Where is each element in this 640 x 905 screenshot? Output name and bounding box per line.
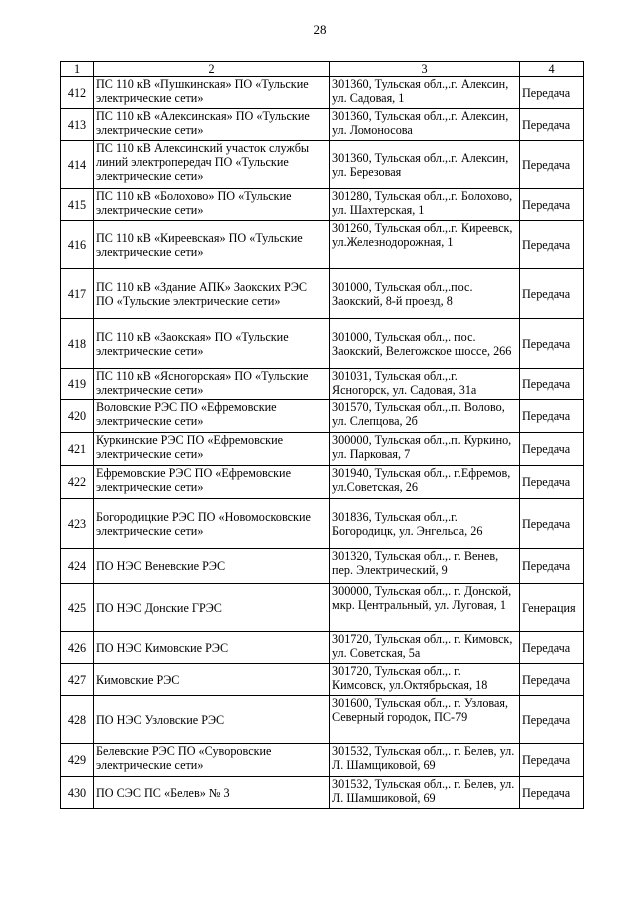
activity-type: Передача bbox=[520, 400, 584, 433]
column-header-3: 3 bbox=[330, 62, 520, 77]
facility-name: Белевские РЭС ПО «Суворовские электрические сети» bbox=[94, 744, 330, 777]
table-row bbox=[61, 109, 584, 141]
row-number: 412 bbox=[61, 77, 94, 109]
row-number: 428 bbox=[61, 696, 94, 744]
row-number: 414 bbox=[61, 141, 94, 189]
row-number: 418 bbox=[61, 319, 94, 369]
facility-address: 301360, Тульская обл.,.г. Алексин, ул. Березовая bbox=[330, 141, 520, 189]
activity-type: Передача bbox=[520, 141, 584, 189]
facility-address: 301031, Тульская обл.,.г. Ясногорск, ул. Садовая, 31а bbox=[330, 369, 520, 400]
table-row bbox=[61, 696, 584, 744]
activity-type: Передача bbox=[520, 77, 584, 109]
facility-name: ПС 110 кВ Алексинский участок службы линий электропередач ПО «Тульские электрические сети» bbox=[94, 141, 330, 189]
row-number: 420 bbox=[61, 400, 94, 433]
activity-type: Передача bbox=[520, 269, 584, 319]
facility-name: ПС 110 кВ «Заокская» ПО «Тульские электрические сети» bbox=[94, 319, 330, 369]
table-row bbox=[61, 221, 584, 269]
row-number: 430 bbox=[61, 777, 94, 809]
activity-type: Передача bbox=[520, 777, 584, 809]
facility-name: ПО НЭС Кимовские РЭС bbox=[94, 632, 330, 664]
row-number: 429 bbox=[61, 744, 94, 777]
facility-address: 301570, Тульская обл.,.п. Волово, ул. Слепцова, 2б bbox=[330, 400, 520, 433]
table-row bbox=[61, 141, 584, 189]
table-row bbox=[61, 369, 584, 400]
facility-name: ПО НЭС Узловские РЭС bbox=[94, 696, 330, 744]
table-row bbox=[61, 433, 584, 466]
activity-type: Передача bbox=[520, 433, 584, 466]
facility-name: Куркинские РЭС ПО «Ефремовские электрические сети» bbox=[94, 433, 330, 466]
activity-type: Передача bbox=[520, 369, 584, 400]
column-header-2: 2 bbox=[94, 62, 330, 77]
facility-address: 301000, Тульская обл.,.пос. Заокский, 8-й проезд, 8 bbox=[330, 269, 520, 319]
table-row bbox=[61, 664, 584, 696]
facility-address: 301720, Тульская обл.,. г. Кимсовск, ул.Октябрьская, 18 bbox=[330, 664, 520, 696]
facility-address: 301720, Тульская обл.,. г. Кимовск, ул. Советская, 5а bbox=[330, 632, 520, 664]
facility-address: 301320, Тульская обл.,. г. Венев, пер. Электрический, 9 bbox=[330, 549, 520, 584]
row-number: 413 bbox=[61, 109, 94, 141]
row-number: 421 bbox=[61, 433, 94, 466]
facility-name: Воловские РЭС ПО «Ефремовские электрические сети» bbox=[94, 400, 330, 433]
row-number: 424 bbox=[61, 549, 94, 584]
activity-type: Передача bbox=[520, 319, 584, 369]
table-row bbox=[61, 744, 584, 777]
table-row bbox=[61, 584, 584, 632]
activity-type: Передача bbox=[520, 744, 584, 777]
table-row bbox=[61, 77, 584, 109]
facility-address: 300000, Тульская обл.,.п. Куркино, ул. Парковая, 7 bbox=[330, 433, 520, 466]
facility-address: 301532, Тульская обл.,. г. Белев, ул. Л. Шамшиковой, 69 bbox=[330, 777, 520, 809]
registry-table bbox=[60, 61, 584, 809]
facility-name: ПО НЭС Донские ГРЭС bbox=[94, 584, 330, 632]
row-number: 415 bbox=[61, 189, 94, 221]
facility-name: ПС 110 кВ «Пушкинская» ПО «Тульские электрические сети» bbox=[94, 77, 330, 109]
activity-type: Передача bbox=[520, 549, 584, 584]
row-number: 419 bbox=[61, 369, 94, 400]
facility-address: 301836, Тульская обл.,.г. Богородицк, ул. Энгельса, 26 bbox=[330, 499, 520, 549]
table-row bbox=[61, 549, 584, 584]
facility-address: 301532, Тульская обл.,. г. Белев, ул. Л. Шамщиковой, 69 bbox=[330, 744, 520, 777]
row-number: 427 bbox=[61, 664, 94, 696]
table-row bbox=[61, 632, 584, 664]
facility-address: 301600, Тульская обл.,. г. Узловая, Северный городок, ПС-79 bbox=[330, 696, 520, 744]
facility-name: ПС 110 кВ «Алексинская» ПО «Тульские электрические сети» bbox=[94, 109, 330, 141]
facility-name: ПС 110 кВ «Ясногорская» ПО «Тульские электрические сети» bbox=[94, 369, 330, 400]
facility-address: 300000, Тульская обл.,. г. Донской, мкр. Центральный, ул. Луговая, 1 bbox=[330, 584, 520, 632]
activity-type: Передача bbox=[520, 696, 584, 744]
facility-name: Богородицкие РЭС ПО «Новомосковские электрические сети» bbox=[94, 499, 330, 549]
facility-name: ПО НЭС Веневские РЭС bbox=[94, 549, 330, 584]
facility-name: ПС 110 кВ «Болохово» ПО «Тульские электрические сети» bbox=[94, 189, 330, 221]
activity-type: Передача bbox=[520, 499, 584, 549]
row-number: 417 bbox=[61, 269, 94, 319]
row-number: 423 bbox=[61, 499, 94, 549]
table-row bbox=[61, 269, 584, 319]
facility-name: ПО СЭС ПС «Белев» № 3 bbox=[94, 777, 330, 809]
table-row bbox=[61, 777, 584, 809]
facility-name: ПС 110 кВ «Здание АПК» Заокских РЭС ПО «Тульские электрические сети» bbox=[94, 269, 330, 319]
activity-type: Генерация bbox=[520, 584, 584, 632]
facility-address: 301360, Тульская обл.,.г. Алексин, ул. Садовая, 1 bbox=[330, 77, 520, 109]
table-row bbox=[61, 319, 584, 369]
table-header-row bbox=[61, 62, 584, 77]
table-row bbox=[61, 400, 584, 433]
activity-type: Передача bbox=[520, 466, 584, 499]
facility-address: 301940, Тульская обл.,. г.Ефремов, ул.Советская, 26 bbox=[330, 466, 520, 499]
page-number: 28 bbox=[313, 22, 327, 37]
activity-type: Передача bbox=[520, 664, 584, 696]
row-number: 422 bbox=[61, 466, 94, 499]
activity-type: Передача bbox=[520, 109, 584, 141]
table-row bbox=[61, 466, 584, 499]
facility-address: 301000, Тульская обл.,. пос. Заокский, Велегожское шоссе, 266 bbox=[330, 319, 520, 369]
facility-name: ПС 110 кВ «Киреевская» ПО «Тульские электрические сети» bbox=[94, 221, 330, 269]
facility-address: 301280, Тульская обл.,.г. Болохово, ул. Шахтерская, 1 bbox=[330, 189, 520, 221]
facility-address: 301360, Тульская обл.,.г. Алексин, ул. Ломоносова bbox=[330, 109, 520, 141]
table-row bbox=[61, 499, 584, 549]
row-number: 416 bbox=[61, 221, 94, 269]
row-number: 425 bbox=[61, 584, 94, 632]
activity-type: Передача bbox=[520, 189, 584, 221]
facility-name: Кимовские РЭС bbox=[94, 664, 330, 696]
activity-type: Передача bbox=[520, 632, 584, 664]
facility-name: Ефремовские РЭС ПО «Ефремовские электрические сети» bbox=[94, 466, 330, 499]
column-header-4: 4 bbox=[520, 62, 584, 77]
column-header-1: 1 bbox=[61, 62, 94, 77]
table-row bbox=[61, 189, 584, 221]
activity-type: Передача bbox=[520, 221, 584, 269]
facility-address: 301260, Тульская обл.,.г. Киреевск, ул.Железнодорожная, 1 bbox=[330, 221, 520, 269]
row-number: 426 bbox=[61, 632, 94, 664]
